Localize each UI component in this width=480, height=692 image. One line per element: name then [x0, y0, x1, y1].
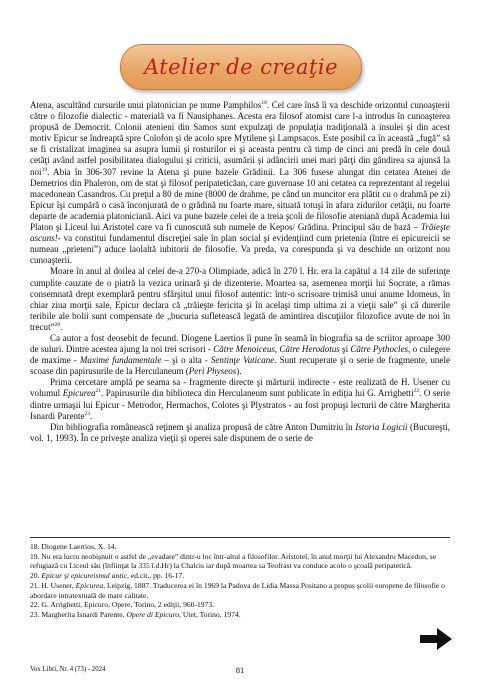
- page-number: 81: [235, 665, 245, 675]
- text-run: 21. H. Usener,: [30, 580, 76, 590]
- italic-title: Către Menoiceus, Către Herodotus: [213, 344, 340, 355]
- paragraph: [30, 377, 450, 421]
- footnote: [30, 552, 450, 571]
- footnote-ref: 23: [84, 410, 91, 417]
- italic-title: Sentinţe Vaticane: [210, 355, 275, 366]
- footnote-divider: [30, 537, 450, 538]
- paragraph: [30, 422, 450, 444]
- italic-title: Istoria Logicii: [355, 421, 408, 432]
- italic-title: Epicurea: [75, 580, 104, 590]
- text-run: - va constitui fundamentul discreţiei sale în plan social şi evidenţiind cum prietenia (între ei epicureicii se numeau „prieteni”) aduce laolaltă iubitorii de filosofie. Va preda, va corespunda şi va deschide un orizont nou cunoaşterii.: [30, 233, 450, 266]
- text-run: , Utet, Torino, 1974.: [179, 609, 241, 619]
- page-footer: [30, 666, 450, 676]
- text-run: .: [60, 321, 63, 332]
- text-run: ).: [236, 366, 242, 377]
- italic-title: Opere di Epicuro: [126, 609, 180, 619]
- text-run: Atena, ascultând cursurile unui platonician pe nume Pamphilos: [30, 100, 262, 110]
- text-run: . Sunt recuperate şi o serie de fragmente, unele scoase din papirusurile de la Herculaneum (: [30, 355, 450, 377]
- text-run: . Papirusurile din biblioteca din Herculaneum sunt publicate în ediţia lui G. Arrighetti: [101, 388, 414, 399]
- paragraph: [30, 333, 450, 377]
- paragraph: [30, 100, 450, 266]
- text-run: Ca autor a fost deosebit de fecund. Diogene Laertios îi pune în seamă în biografia sa de scriitor aproape 300 de suluri. Dintre acestea ajung la noi trei scrisori -: [30, 332, 450, 355]
- text-run: Din bibliografia românească reţinem şi analiza propusă de către Anton Dumitriu în: [50, 421, 356, 432]
- text-run: 22. G. Arrighetti, Epicuro, Opere, Torino, 2 ediţii, 960-1973.: [30, 600, 215, 610]
- italic-title: Peri Physeos: [188, 366, 237, 377]
- text-run: 20.: [30, 571, 42, 581]
- text-run: Prima cercetare amplă pe seama sa - fragmente directe şi mărturii indirecte - este realizată de H. Usener cu volumul: [30, 377, 450, 399]
- text-run: – şi o alta -: [161, 355, 211, 366]
- footnote-ref: 21: [95, 388, 102, 395]
- text-run: . Cel care însă îi va deschide orizontul cunoaşterii către o filozofie dialectic - materială va fi Nausiphanes. Acesta era filosof atomist care l-a introdus în cunoaşterea propusă de Democrit. Colonii atenieni din Samos sunt expulzaţi de populaţia tradiţională a insulei şi din acest motiv Epicur se îndreaptă spre Colofon şi de acolo spre Mytilene şi Lampsacos. Este posibil ca în această „fugă” să se fi cristalizat imaginea sa asupra lumii şi rosturilor ei şi aceasta pentru că timp de cinci ani predă în cele două cetăţi având astfel posibilitatea dialogului şi criticii, asumării şi adâncirii unei mari părţi din gândirea sa ajunsă la noi: [30, 100, 450, 177]
- text-run: .: [90, 410, 93, 421]
- text-run: . Abia în 306-307 revine la Atena şi pune bazele Grădinii. La 306 fusese alungat din cetatea Atenei de Demetrios din Phaleron, om de stat şi filosof peripateticăan, care guvernase 10 ani cetatea ca reprezentant al regelui macedonean Casandros. Cu preţul a 80 de mine (8000 de drahme, pe când un muncitor era plătit cu o drahmă pe zi) Epicur îşi cumpără o casă înconjurată de o grădină nu foarte mare, situată totuşi în afara zidurilor cetăţii, nu foarte departe de academia platoniciană. Aici va pune bazele celei de a treia şcoli de filosofie ateniană după Academia lui Platon şi Liceul lui Aristotel care va fi cunoscută sub numele de Kepos/ Grădina. Principul său de bază –: [30, 166, 450, 233]
- paragraph: [30, 266, 450, 333]
- italic-title: Trăieşte ascuns!: [30, 222, 450, 244]
- journal-issue: Vox Libri, Nr. 4 (73) - 2024: [30, 666, 106, 673]
- text-run: , ed.cit., pp. 16-17.: [126, 571, 185, 581]
- footnote-ref: 22: [413, 388, 420, 395]
- section-title: Atelier de creaţie: [143, 55, 339, 79]
- text-run: . O serie dintre urmaşii lui Epicur - Metrodor, Hermachos, Colotes şi Plystratos - au fost propuşi lecturii de către Margherita Isnardi Parente: [30, 388, 450, 421]
- italic-title: Epicurea: [62, 388, 96, 399]
- footnote-ref: 18: [261, 99, 267, 106]
- article-body: [30, 100, 450, 444]
- text-run: 18. Diogene Laertios, X. 14.: [30, 542, 117, 551]
- footnote: [30, 581, 450, 600]
- footnote-ref: 19: [41, 166, 48, 173]
- footnotes: [30, 542, 450, 620]
- section-banner: [120, 44, 362, 90]
- text-run: Moare în anul al doilea al celei de-a 270-a Olimpiade, adică în 270 î. Hr. era la capătul a 14 zile de suferinţe cumplite cauzate de o piatră la vezica urinară şi de dizenterie. Moartea sa, asemenea morţii lui Socrate, a rămas consemnată drept exemplară pentru sfârşitul unui filosof autentic: într-o scrisoare trimisă unui anume Idomeus, în chiar ziua morţii sale, Epicur declara că „trăieşte fericita şi în acelaşi timp ultima zi a vieţii sale” şi că durerile teribile ale bolii sunt compensate de „bucuria sufletească legată de amintirea discuţiilor filozofice avute de noi în trecut”: [30, 266, 450, 332]
- right-arrow-icon[interactable]: [420, 628, 452, 650]
- text-run: 19. Nu era lucru neobişnuit o astfel de „evadare” dintr-u loc într-altul a filosofilor. Aristotel, în anul morţii lui Alexandru Macedon, se refugiază cu Liceul său (înfiinţat la 335 î.d.Hr) la Chalcis iar după moartea sa Teofrast va conduce acolo o şcoală peripatetică.: [30, 551, 437, 571]
- footnote: [30, 600, 450, 610]
- text-run: , o culegere de maxime -: [30, 344, 450, 366]
- footnote: [30, 571, 450, 581]
- footnote: [30, 610, 450, 620]
- text-run: , Leipzig, 1887. Traducerea ei în 1969 la Padova de Lidia Massa Positano a propus şcolii europene de filosofie o abordare intratextuală de mare calitate.: [30, 580, 445, 600]
- italic-title: Către Pythocles: [350, 344, 409, 355]
- text-run: şi: [339, 344, 351, 355]
- footnote-ref: 20: [54, 321, 61, 328]
- italic-title: Maxime fundamentale: [79, 355, 162, 366]
- text-run: 23. Margherita Isnardi Parente,: [30, 609, 127, 619]
- italic-title: Epicur şi epicureismul antic: [41, 571, 127, 581]
- text-run: (Bucureşti, vol. 1, 1993). În ce priveşte analiza vieţii şi operei sale dispunem de o serie de: [30, 421, 450, 443]
- footnote: [30, 542, 450, 552]
